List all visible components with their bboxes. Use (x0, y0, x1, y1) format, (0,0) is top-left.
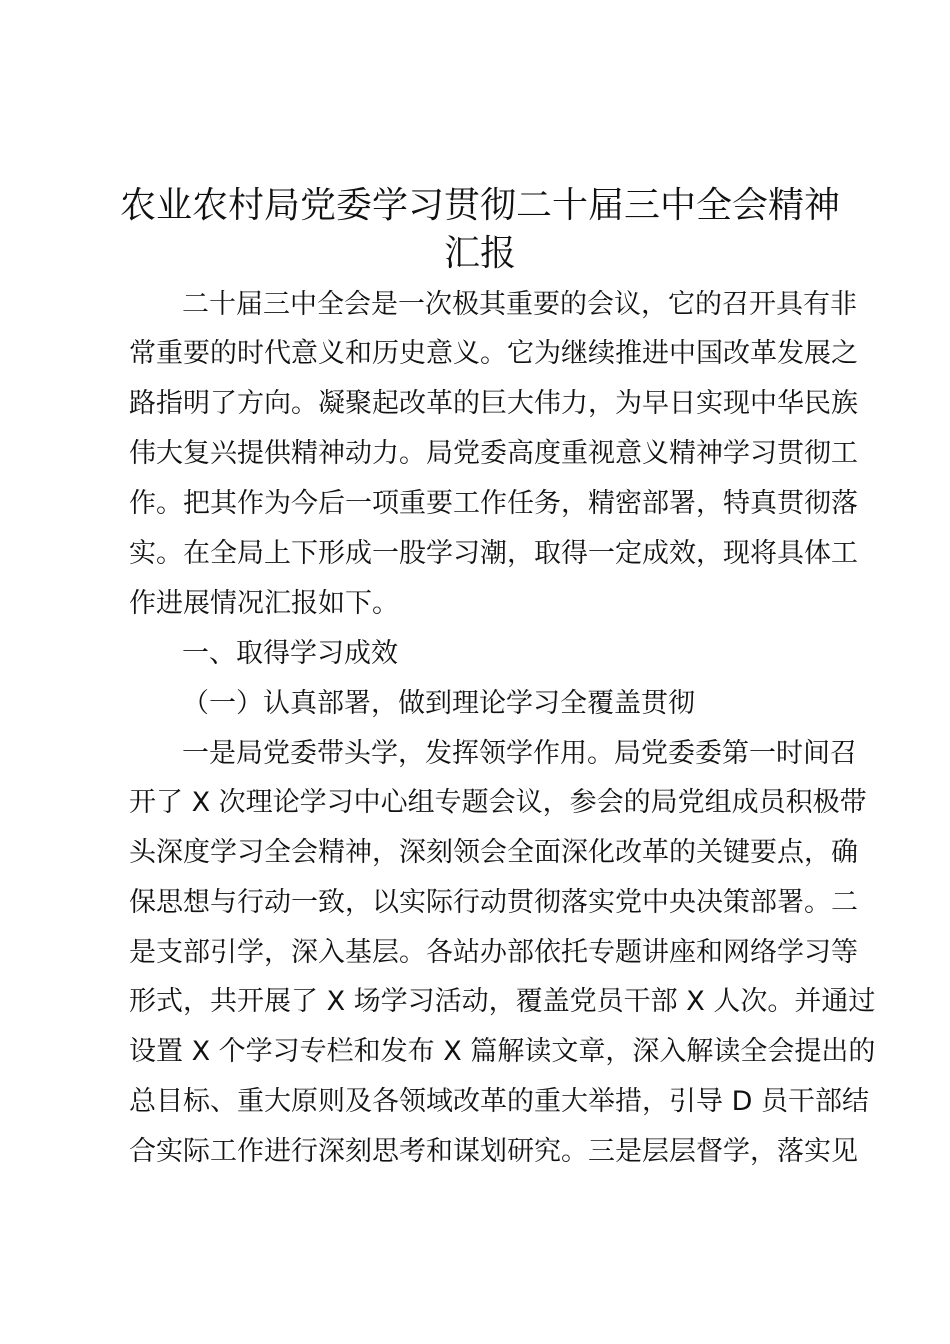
intro-line: 路指明了方向。凝聚起改革的巨大伟力，为早日实现中华民族 (129, 388, 858, 419)
body-line: 开了 X 次理论学习中心组专题会议，参会的局党组成员积极带 (129, 787, 867, 818)
document-title-line-1: 农业农村局党委学习贯彻二十届三中全会精神 (119, 185, 840, 226)
section-heading: 一、取得学习成效 (182, 638, 398, 669)
intro-line: 常重要的时代意义和历史意义。它为继续推进中国改革发展之 (129, 338, 858, 369)
intro-line: 伟大复兴提供精神动力。局党委高度重视意义精神学习贯彻工 (129, 438, 858, 469)
subsection-heading: （一）认真部署，做到理论学习全覆盖贯彻 (182, 688, 695, 719)
body-line: 保思想与行动一致，以实际行动贯彻落实党中央决策部署。二 (129, 887, 858, 918)
body-line: 是支部引学，深入基层。各站办部依托专题讲座和网络学习等 (129, 937, 858, 968)
body-line: 总目标、重大原则及各领域改革的重大举措，引导 D 员干部结 (129, 1086, 869, 1117)
body-line: 形式，共开展了 X 场学习活动，覆盖党员干部 X 人次。并通过 (129, 986, 876, 1017)
body-line: 一是局党委带头学，发挥领学作用。局党委委第一时间召 (182, 738, 857, 769)
intro-line: 二十届三中全会是一次极其重要的会议，它的召开具有非 (182, 289, 857, 320)
intro-line: 实。在全局上下形成一股学习潮，取得一定成效，现将具体工 (129, 538, 858, 569)
body-line: 合实际工作进行深刻思考和谋划研究。三是层层督学，落实见 (129, 1136, 858, 1167)
intro-line: 作进展情况汇报如下。 (129, 588, 399, 619)
intro-line: 作。把其作为今后一项重要工作任务，精密部署，特真贯彻落 (129, 488, 858, 519)
document-title-line-2: 汇报 (443, 233, 516, 274)
body-line: 头深度学习全会精神，深刻领会全面深化改革的关键要点，确 (129, 837, 858, 868)
body-line: 设置 X 个学习专栏和发布 X 篇解读文章，深入解读全会提出的 (129, 1036, 876, 1067)
